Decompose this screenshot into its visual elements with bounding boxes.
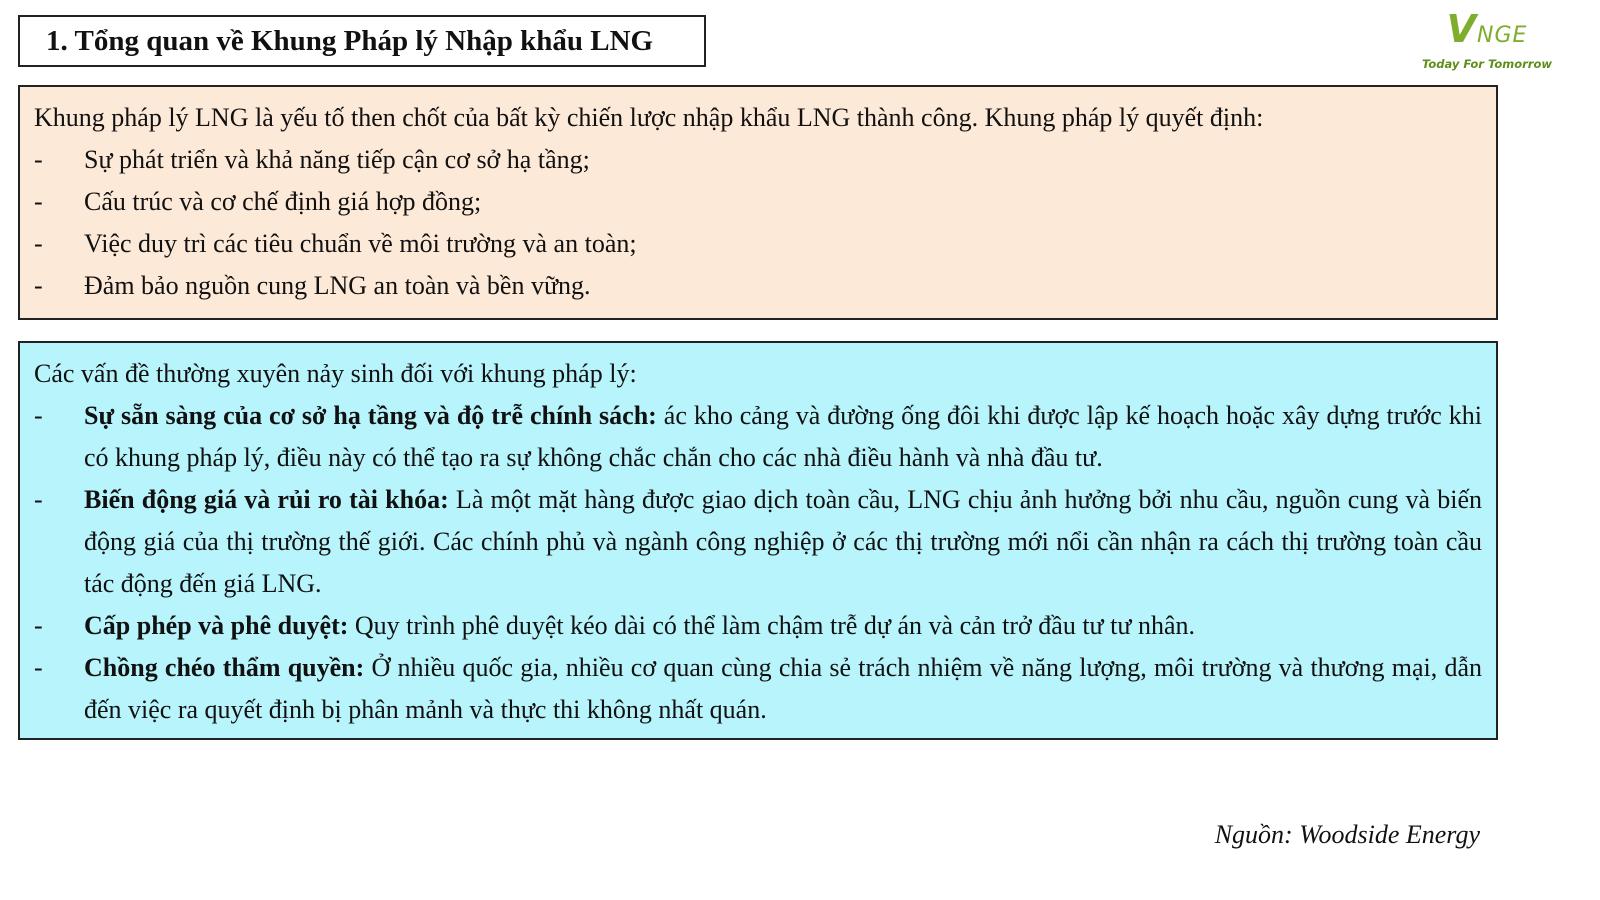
bullet-dash: - [34, 611, 43, 640]
list-item [34, 479, 1482, 605]
slide-title: 1. Tổng quan về Khung Pháp lý Nhập khẩu LNG [18, 15, 706, 67]
overview-intro: Khung pháp lý LNG là yếu tố then chốt của bất kỳ chiến lược nhập khẩu LNG thành công. Khung pháp lý quyết định: [34, 103, 1264, 132]
list-item [34, 223, 1482, 265]
issues-intro: Các vấn đề thường xuyên nảy sinh đối với khung pháp lý: [34, 359, 637, 388]
bullet-dash: - [34, 401, 43, 430]
issue-heading: Sự sẵn sàng của cơ sở hạ tầng và độ trễ chính sách: [84, 401, 657, 430]
bullet-dash: - [34, 187, 43, 216]
issue-heading: Chồng chéo thẩm quyền: [84, 653, 365, 682]
list-item [34, 265, 1482, 307]
logo-tagline: Today For Tomorrow [1422, 57, 1552, 71]
issue-heading: Biến động giá và rủi ro tài khóa: [84, 485, 449, 514]
bullet-dash: - [34, 485, 43, 514]
bullet-dash: - [34, 271, 43, 300]
vnge-logo [1422, 7, 1552, 72]
issue-heading: Cấp phép và phê duyệt: [84, 611, 349, 640]
bullet-dash: - [34, 229, 43, 258]
list-item [34, 395, 1482, 479]
list-item [34, 181, 1482, 223]
bullet-dash: - [34, 653, 43, 682]
list-item-text: Sự phát triển và khả năng tiếp cận cơ sở hạ tầng; [84, 145, 590, 174]
issue-text: Ở nhiều quốc gia, nhiều cơ quan cùng chia sẻ trách nhiệm về năng lượng, môi trường và thương mại, dẫn đến việc ra quyết định bị phân mảnh và thực thi không nhất quán. [84, 653, 1482, 724]
list-item-text: Việc duy trì các tiêu chuẩn về môi trường và an toàn; [84, 229, 637, 258]
list-item-text: Cấu trúc và cơ chế định giá hợp đồng; [84, 187, 482, 216]
overview-box [18, 85, 1498, 320]
list-item [34, 605, 1482, 647]
issue-text: Là một mặt hàng được giao dịch toàn cầu, LNG chịu ảnh hưởng bởi nhu cầu, nguồn cung và biến động giá của thị trường thế giới. Các chính phủ và ngành công nghiệp ở các thị trường mới nổi cần nhận ra cách thị trường toàn cầu tác động đến giá LNG. [84, 485, 1483, 598]
bullet-dash: - [34, 145, 43, 174]
issues-box [18, 341, 1498, 740]
overview-list [34, 139, 1482, 307]
source-citation: Nguồn: Woodside Energy [1214, 820, 1480, 849]
logo-mark: VNGE [1446, 7, 1528, 51]
list-item [34, 139, 1482, 181]
issue-text: Quy trình phê duyệt kéo dài có thể làm chậm trễ dự án và cản trở đầu tư tư nhân. [348, 611, 1196, 640]
list-item [34, 647, 1482, 731]
issues-list [34, 395, 1482, 731]
issue-text: ác kho cảng và đường ống đôi khi được lập kế hoạch hoặc xây dựng trước khi có khung pháp lý, điều này có thể tạo ra sự không chắc chắn cho các nhà điều hành và nhà đầu tư. [84, 401, 1483, 472]
list-item-text: Đảm bảo nguồn cung LNG an toàn và bền vững. [84, 271, 591, 300]
